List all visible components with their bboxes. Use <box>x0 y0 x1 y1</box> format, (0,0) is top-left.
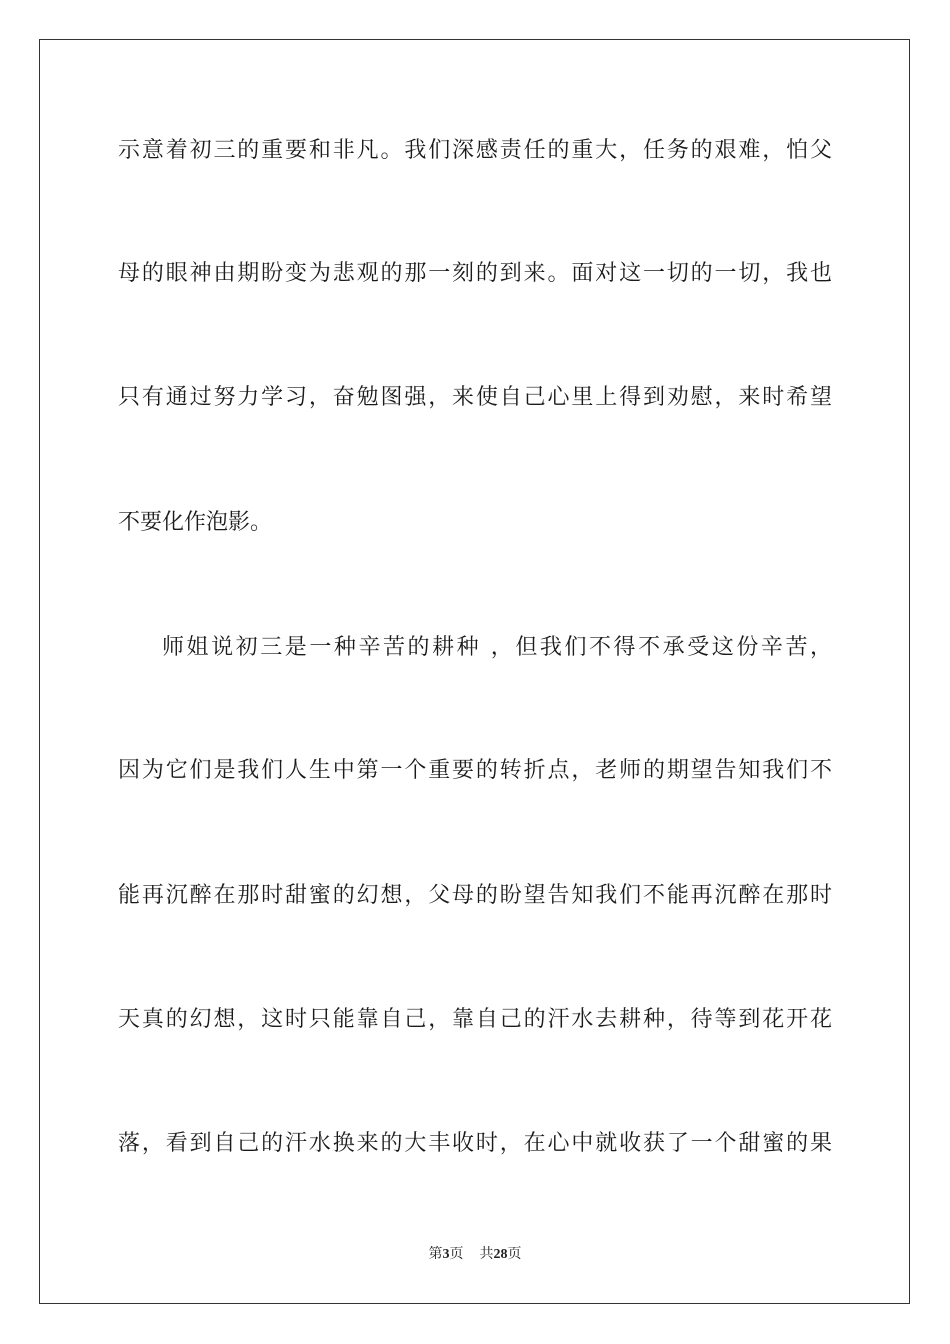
total-suffix: 页 <box>507 1247 522 1262</box>
paragraph-line-3: 只有通过努力学习，奋勉图强，来使自己心里上得到劝慰，来时希望 <box>118 385 832 410</box>
page-border <box>39 39 910 1304</box>
paragraph-line-4: 不要化作泡影。 <box>118 510 273 535</box>
paragraph-line-7: 能再沉醉在那时甜蜜的幻想，父母的盼望告知我们不能再沉醉在那时 <box>118 883 832 908</box>
total-prefix: 共 <box>479 1247 494 1262</box>
page-suffix: 页 <box>449 1247 464 1262</box>
paragraph-line-1: 示意着初三的重要和非凡。我们深感责任的重大，任务的艰难，怕父 <box>118 138 832 163</box>
page-number: 3 <box>442 1247 450 1262</box>
paragraph-line-6: 因为它们是我们人生中第一个重要的转折点，老师的期望告知我们不 <box>118 758 832 783</box>
page-footer <box>0 1246 950 1264</box>
paragraph-line-5: 师姐说初三是一种辛苦的耕种 ，但我们不得不承受这份辛苦， <box>162 635 832 660</box>
paragraph-line-9: 落，看到自己的汗水换来的大丰收时，在心中就收获了一个甜蜜的果 <box>118 1131 832 1156</box>
page-prefix: 第 <box>428 1247 443 1262</box>
paragraph-line-8: 天真的幻想，这时只能靠自己，靠自己的汗水去耕种，待等到花开花 <box>118 1007 832 1032</box>
total-pages: 28 <box>493 1247 508 1262</box>
paragraph-line-2: 母的眼神由期盼变为悲观的那一刻的到来。面对这一切的一切，我也 <box>118 261 832 286</box>
